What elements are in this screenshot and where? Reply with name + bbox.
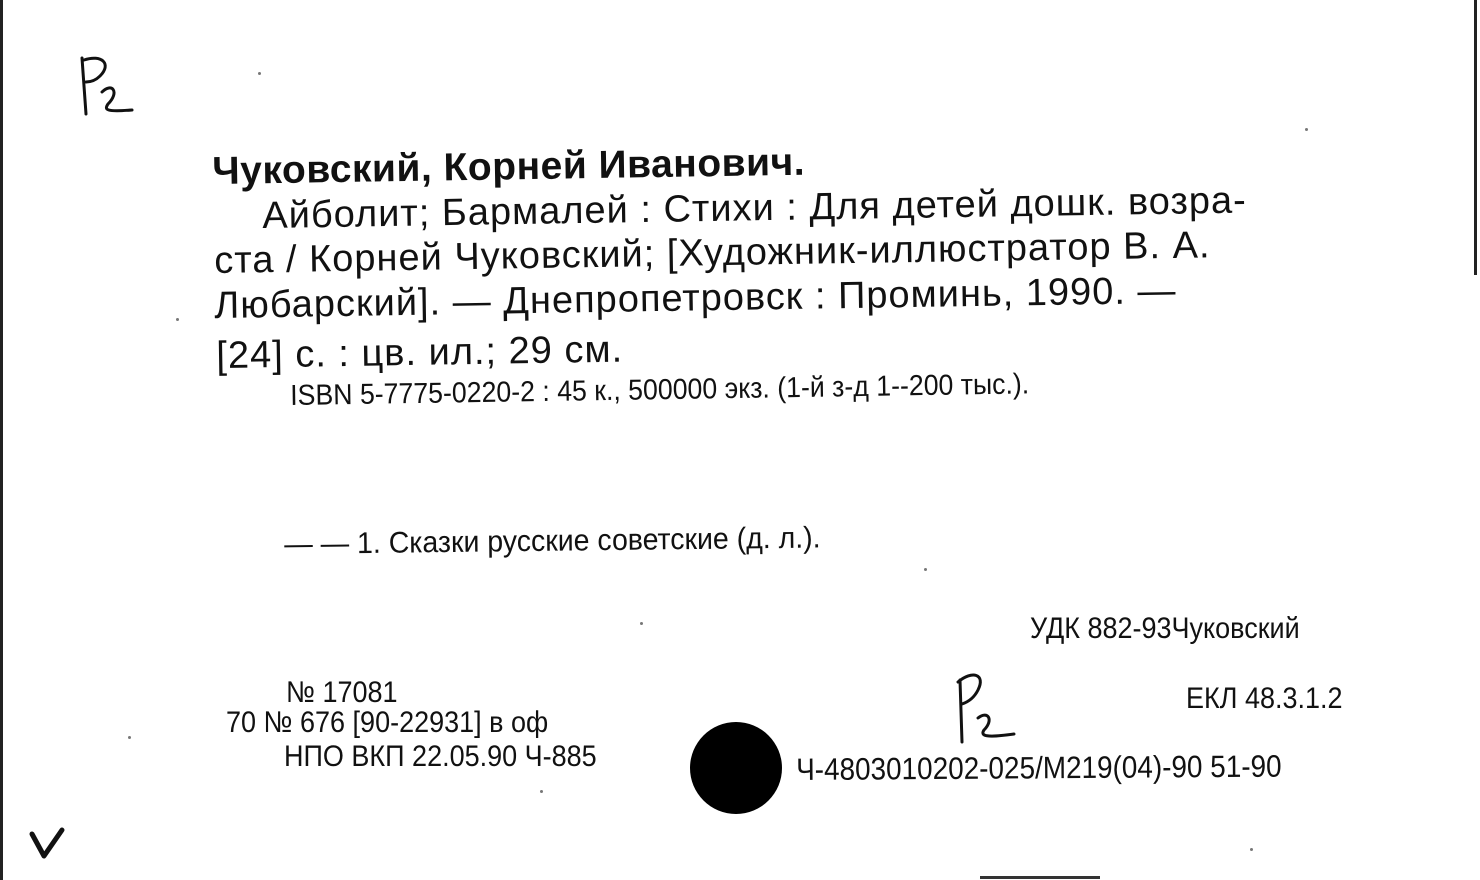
punch-hole (690, 722, 782, 814)
scan-speck (128, 736, 131, 739)
classification-code: Ч-4803010202-025/М219(04)-90 51-90 (796, 748, 1282, 787)
card-right-edge (1474, 0, 1477, 275)
description-line-2: ста / Корней Чуковский; [Художник-иллюстратор В. А. (214, 224, 1211, 282)
scan-speck (176, 318, 179, 321)
footer-line-1: № 17081 (286, 676, 398, 709)
scan-speck (1305, 128, 1308, 131)
isbn-line: ISBN 5-7775-0220-2 : 45 к., 500000 экз. (1-й з-д 1--200 тыс.). (290, 368, 1030, 412)
handwritten-mark-bottom (950, 668, 1030, 748)
footer-line-2: 70 № 676 [90-22931] в оф (226, 706, 549, 739)
subject-heading: — — 1. Сказки русские советские (д. л.). (284, 521, 821, 561)
card-bottom-edge (980, 876, 1100, 879)
check-mark-icon (28, 826, 68, 862)
footer-line-3: НПО ВКП 22.05.90 Ч-885 (284, 740, 597, 773)
scan-speck (924, 568, 927, 571)
description-line-4: [24] с. : цв. ил.; 29 см. (216, 328, 624, 377)
scan-speck (540, 790, 543, 793)
author-heading: Чуковский, Корней Иванович. (212, 140, 806, 193)
card-left-edge (0, 0, 3, 880)
description-line-1: Айболит; Бармалей : Стихи : Для детей дошк. возра- (262, 179, 1248, 237)
scan-speck (1250, 848, 1253, 851)
scan-speck (640, 622, 643, 625)
handwritten-mark-top (72, 52, 152, 122)
udk-code: УДК 882-93Чуковский (1030, 612, 1300, 645)
ekl-code: ЕКЛ 48.3.1.2 (1186, 682, 1343, 715)
scan-speck (258, 72, 261, 75)
description-line-3: Любарский]. — Днепропетровск : Проминь, 1990. — (214, 269, 1177, 327)
